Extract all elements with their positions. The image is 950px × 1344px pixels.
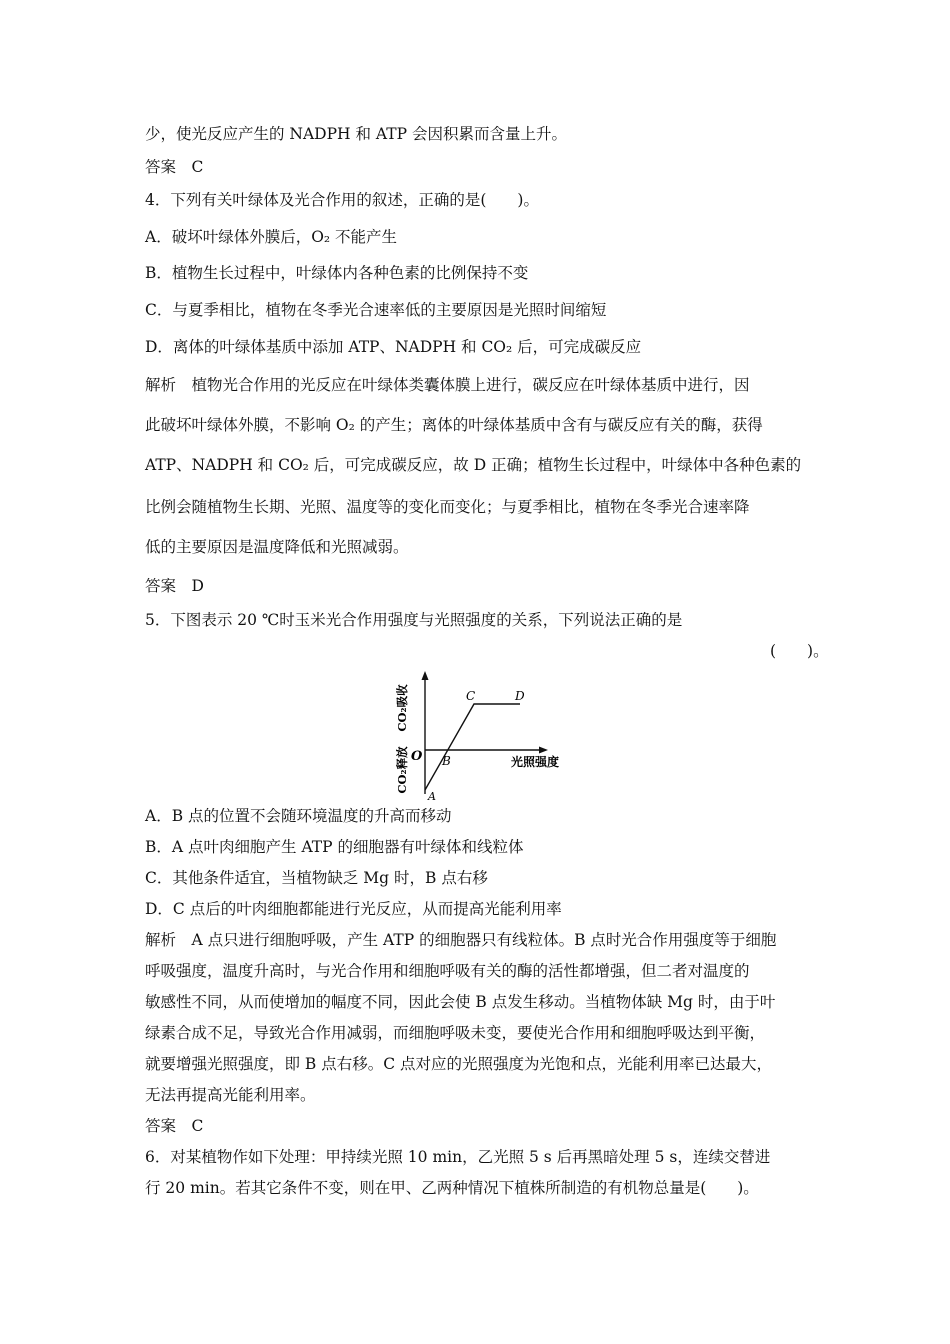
- analysis-line: 低的主要原因是温度降低和光照减弱。: [145, 538, 409, 556]
- point-label-a: A: [428, 790, 436, 800]
- analysis-line: 敏感性不同，从而使增加的幅度不同，因此会使 B 点发生移动。当植物体缺 Mg 时，由于叶: [145, 993, 776, 1011]
- point-label-o: O: [411, 749, 423, 764]
- option-c: C．与夏季相比，植物在冬季光合速率低的主要原因是光照时间缩短: [145, 301, 607, 319]
- analysis-line: 绿素合成不足，导致光合作用减弱，而细胞呼吸未变，要使光合作用和细胞呼吸达到平衡，: [145, 1024, 766, 1042]
- analysis-line: 就要增强光照强度，即 B 点右移。C 点对应的光照强度为光饱和点，光能利用率已达最大，: [145, 1055, 773, 1073]
- question-5: 5．下图表示 20 ℃时玉米光合作用强度与光照强度的关系，下列说法正确的是: [145, 611, 683, 629]
- question-6: 6．对某植物作如下处理：甲持续光照 10 min，乙光照 5 s 后再黑暗处理 5 s，连续交替进: [145, 1148, 771, 1166]
- analysis-line: 此破坏叶绿体外膜，不影响 O₂ 的产生；离体的叶绿体基质中含有与碳反应有关的酶，获得: [145, 416, 763, 434]
- option-a: A．破坏叶绿体外膜后，O₂ 不能产生: [145, 228, 398, 246]
- x-label: 光照强度: [510, 755, 560, 769]
- option-b: B．A 点叶肉细胞产生 ATP 的细胞器有叶绿体和线粒体: [145, 838, 524, 856]
- answer-line: 答案 C: [145, 158, 204, 176]
- point-label-d: D: [515, 689, 525, 703]
- option-c: C．其他条件适宜，当植物缺乏 Mg 时，B 点右移: [145, 869, 488, 887]
- question-4: 4．下列有关叶绿体及光合作用的叙述，正确的是( )。: [145, 191, 539, 209]
- point-label-c: C: [466, 689, 476, 703]
- curve-line: [425, 704, 520, 790]
- x-axis-arrow-icon: [539, 747, 548, 754]
- y-label-absorb: CO₂吸收: [395, 684, 409, 732]
- analysis-line: 比例会随植物生长期、光照、温度等的变化而变化；与夏季相比，植物在冬季光合速率降: [145, 498, 750, 516]
- answer-line: 答案 D: [145, 577, 204, 595]
- photosynthesis-graph: [370, 670, 580, 800]
- answer-bracket: ( )。: [770, 642, 829, 660]
- analysis-line: 解析 A 点只进行细胞呼吸，产生 ATP 的细胞器只有线粒体。B 点时光合作用强度等于细胞: [145, 931, 777, 949]
- option-b: B．植物生长过程中，叶绿体内各种色素的比例保持不变: [145, 264, 529, 282]
- point-label-b: B: [442, 754, 451, 768]
- option-a: A．B 点的位置不会随环境温度的升高而移动: [145, 807, 452, 825]
- analysis-line: 解析 植物光合作用的光反应在叶绿体类囊体膜上进行，碳反应在叶绿体基质中进行，因: [145, 376, 750, 394]
- option-d: D．C 点后的叶肉细胞都能进行光反应，从而提高光能利用率: [145, 900, 562, 918]
- analysis-line: 呼吸强度，温度升高时，与光合作用和细胞呼吸有关的酶的活性都增强，但二者对温度的: [145, 962, 750, 980]
- answer-line: 答案 C: [145, 1117, 204, 1135]
- option-d: D．离体的叶绿体基质中添加 ATP、NADPH 和 CO₂ 后，可完成碳反应: [145, 338, 642, 356]
- analysis-line: ATP、NADPH 和 CO₂ 后，可完成碳反应，故 D 正确；植物生长过程中，叶绿体中各种色素的: [145, 456, 802, 474]
- y-label-release: CO₂释放: [395, 746, 409, 794]
- y-axis-arrow-icon: [422, 671, 429, 680]
- text-line: 少，使光反应产生的 NADPH 和 ATP 会因积累而含量上升。: [145, 125, 567, 143]
- analysis-line: 无法再提高光能利用率。: [145, 1086, 316, 1104]
- question-6-cont: 行 20 min。若其它条件不变，则在甲、乙两种情况下植株所制造的有机物总量是( )。: [145, 1179, 759, 1197]
